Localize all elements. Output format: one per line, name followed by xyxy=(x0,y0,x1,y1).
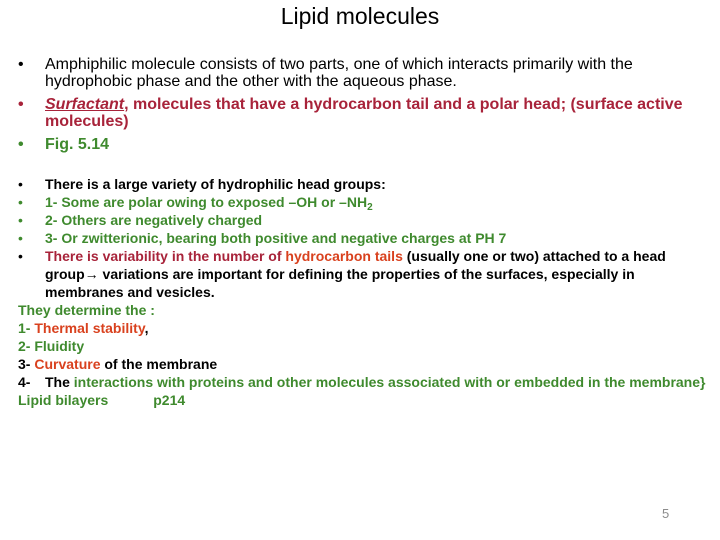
determine-item-4-pre: The xyxy=(45,374,74,390)
tails-pre-text: There is variability in the number of xyxy=(45,248,286,264)
footer-ref-page: p214 xyxy=(153,392,186,408)
head-group-item-3 xyxy=(18,229,708,247)
footer-ref-label: Lipid bilayers xyxy=(18,392,109,408)
determine-item-3-number: 3- xyxy=(18,356,35,372)
bullet-marker: • xyxy=(18,194,23,210)
bullet-surfactant xyxy=(18,96,708,130)
surfactant-definition: , molecules that have a hydrocarbon tail and a polar head; (surface active molecules) xyxy=(45,96,683,130)
surfactant-term: Surfactant xyxy=(45,96,125,113)
determine-item-4 xyxy=(18,373,708,391)
bullet-marker: • xyxy=(18,96,24,113)
head-group-item-3-text: 3- Or zwitterionic, bearing both positive and negative charges at PH 7 xyxy=(45,230,507,246)
bullet-marker: • xyxy=(18,136,24,153)
determine-item-3-term: Curvature xyxy=(34,356,101,372)
determine-item-1-number: 1- xyxy=(18,320,35,336)
bullet-figure-ref xyxy=(18,136,708,153)
head-group-item-2 xyxy=(18,211,708,229)
head-group-item-2-text: 2- Others are negatively charged xyxy=(45,212,263,228)
tails-bullet xyxy=(18,247,708,301)
amphiphilic-text: Amphiphilic molecule consists of two parts, one of which interacts primarily with the hydrophobic phase and the other with the aqueous phase. xyxy=(45,56,633,90)
head-groups-intro xyxy=(18,175,708,193)
determine-heading: They determine the : xyxy=(18,302,155,318)
tails-post-text: (usually one or two) attached to a head group→ variations are important for defining the properties of the surfaces, especially in membranes and vesicles. xyxy=(45,248,666,300)
top-bullet-list xyxy=(18,56,708,159)
bullet-marker: • xyxy=(18,230,23,246)
bullet-marker: • xyxy=(18,248,23,264)
tails-term: hydrocarbon tails xyxy=(285,248,403,264)
head-group-item-1 xyxy=(18,193,708,211)
determine-item-1-suffix: , xyxy=(144,320,149,336)
bullet-amphiphilic xyxy=(18,56,708,90)
head-groups-section xyxy=(18,175,708,409)
bullet-marker: • xyxy=(18,56,24,73)
determine-item-1-term: Thermal stability xyxy=(34,320,145,336)
bullet-marker: • xyxy=(18,176,23,192)
page-number: 5 xyxy=(662,506,670,521)
slide-title: Lipid molecules xyxy=(280,3,440,29)
determine-item-3 xyxy=(18,355,708,373)
head-groups-intro-text: There is a large variety of hydrophilic head groups: xyxy=(45,176,386,192)
determine-item-3-suffix: of the membrane xyxy=(100,356,218,372)
nh2-subscript: 2 xyxy=(367,202,373,213)
head-group-item-1-text: 1- Some are polar owing to exposed –OH or –NH xyxy=(45,194,368,210)
determine-item-4-term: interactions with proteins and other molecules associated with or embedded in the membrane} xyxy=(73,374,706,390)
footer-reference xyxy=(18,391,708,409)
determine-item-1 xyxy=(18,319,708,337)
bullet-marker: • xyxy=(18,212,23,228)
determine-item-2: 2- Fluidity xyxy=(18,338,85,354)
determine-item-4-number: 4- xyxy=(18,374,31,390)
figure-ref-text: Fig. 5.14 xyxy=(45,136,110,153)
